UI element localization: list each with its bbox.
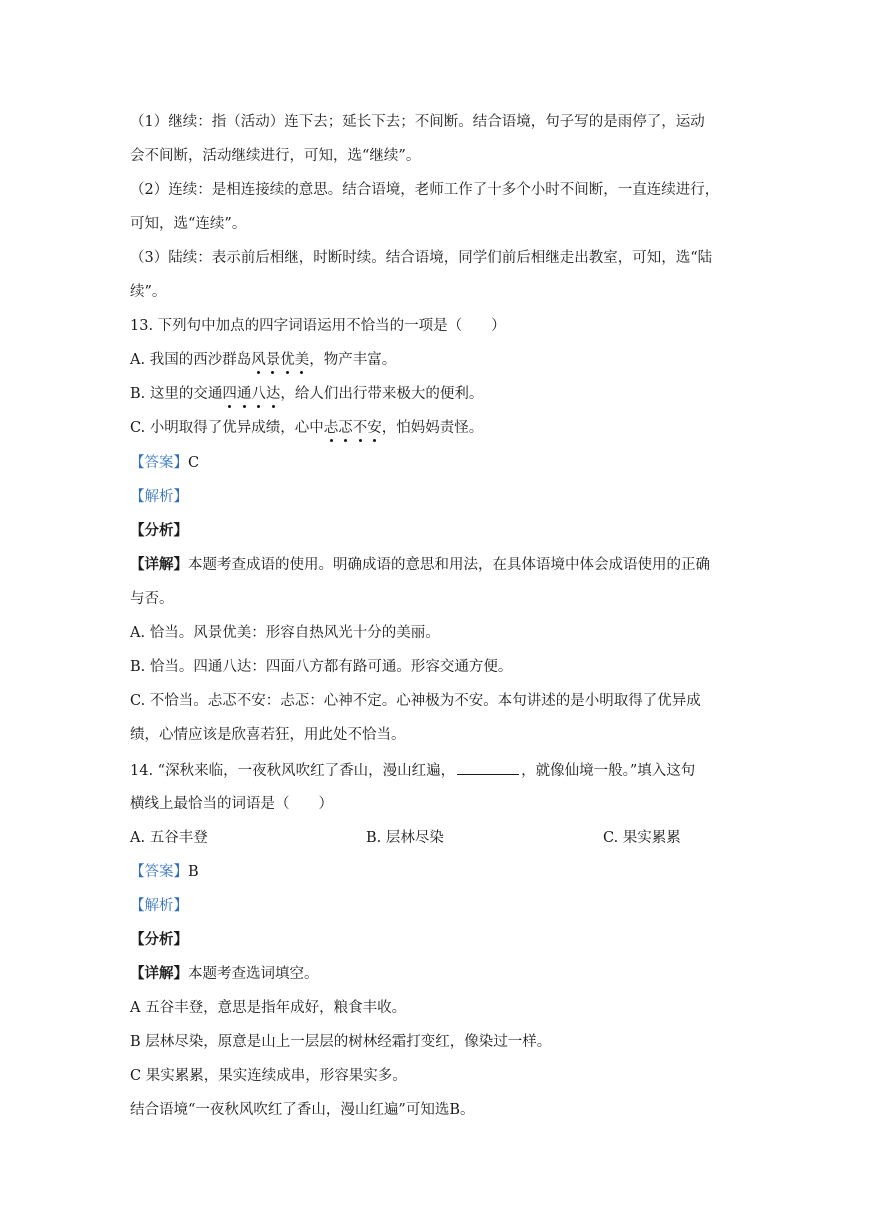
text-line: A 五谷丰登，意思是指年成好，粮食丰收。 <box>130 1000 407 1016</box>
q13-option-a: A. 我国的西沙群岛风景优美，物产丰富。 <box>130 352 397 368</box>
question-13: 13. 下列句中加点的四字词语运用不恰当的一项是（ ） <box>130 318 506 334</box>
xiangjie-line: 【详解】本题考查选词填空。 <box>130 965 319 982</box>
text-line: 绩，心情应该是欣喜若狂，用此处不恰当。 <box>130 727 406 743</box>
jiexi-heading: 【解析】 <box>130 898 188 914</box>
answer-value: B <box>188 864 199 880</box>
answer-13 <box>130 453 199 473</box>
text-line: 与否。 <box>130 591 174 607</box>
xiangjie-tag: 【详解】 <box>130 965 188 982</box>
q14-option-a: A. 五谷丰登 <box>130 830 208 846</box>
question-14-line2: 横线上最恰当的词语是（ ） <box>130 796 333 812</box>
text-line: 续”。 <box>130 284 167 300</box>
fill-blank <box>457 760 519 775</box>
text-line: （2）连续：是相连接续的意思。结合语境，老师工作了十多个小时不间断，一直连续进行， <box>130 182 720 198</box>
q14-option-c: C. 果实累累 <box>603 830 681 846</box>
fenxi-heading: 【分析】 <box>130 931 188 948</box>
question-14: 14. “深秋来临，一夜秋风吹红了香山，漫山红遍， ，就像仙境一般。”填入这句 <box>130 760 695 781</box>
text-line: （1）继续：指（活动）连下去；延长下去；不间断。结合语境，句子写的是雨停了，运动 <box>130 114 705 130</box>
text-line: 会不间断，活动继续进行，可知，选“继续”。 <box>130 148 421 164</box>
text-line: C 果实累累，果实连续成串，形容果实多。 <box>130 1068 407 1084</box>
answer-tag: 【答案】 <box>130 455 188 471</box>
text-line: C. 不恰当。忐忑不安：忐忑：心神不定。心神极为不安。本句讲述的是小明取得了优异成 <box>130 693 701 709</box>
q13-option-b: B. 这里的交通四通八达，给人们出行带来极大的便利。 <box>130 386 484 402</box>
text-line: （3）陆续：表示前后相继，时断时续。结合语境，同学们前后相继走出教室，可知，选“陆 <box>130 250 713 266</box>
q13-option-c: C. 小明取得了优异成绩，心中忐忑不安，怕妈妈责怪。 <box>130 420 484 436</box>
answer-14 <box>130 862 199 882</box>
answer-tag: 【答案】 <box>130 864 188 880</box>
text-line: B 层林尽染，原意是山上一层层的树林经霜打变红，像染过一样。 <box>130 1034 552 1050</box>
q14-option-b: B. 层林尽染 <box>366 830 444 846</box>
text-line: 结合语境“一夜秋风吹红了香山，漫山红遍”可知选B。 <box>130 1102 475 1118</box>
fenxi-heading: 【分析】 <box>130 522 188 539</box>
text-line: B. 恰当。四通八达：四面八方都有路可通。形容交通方便。 <box>130 659 513 675</box>
jiexi-heading: 【解析】 <box>130 489 188 505</box>
text-line: 可知，选“连续”。 <box>130 216 247 232</box>
text-line: A. 恰当。风景优美：形容自热风光十分的美丽。 <box>130 625 440 641</box>
answer-value: C <box>188 455 200 471</box>
xiangjie-tag: 【详解】 <box>130 556 188 573</box>
xiangjie-line: 【详解】本题考查成语的使用。明确成语的意思和用法，在具体语境中体会成语使用的正确 <box>130 556 710 573</box>
